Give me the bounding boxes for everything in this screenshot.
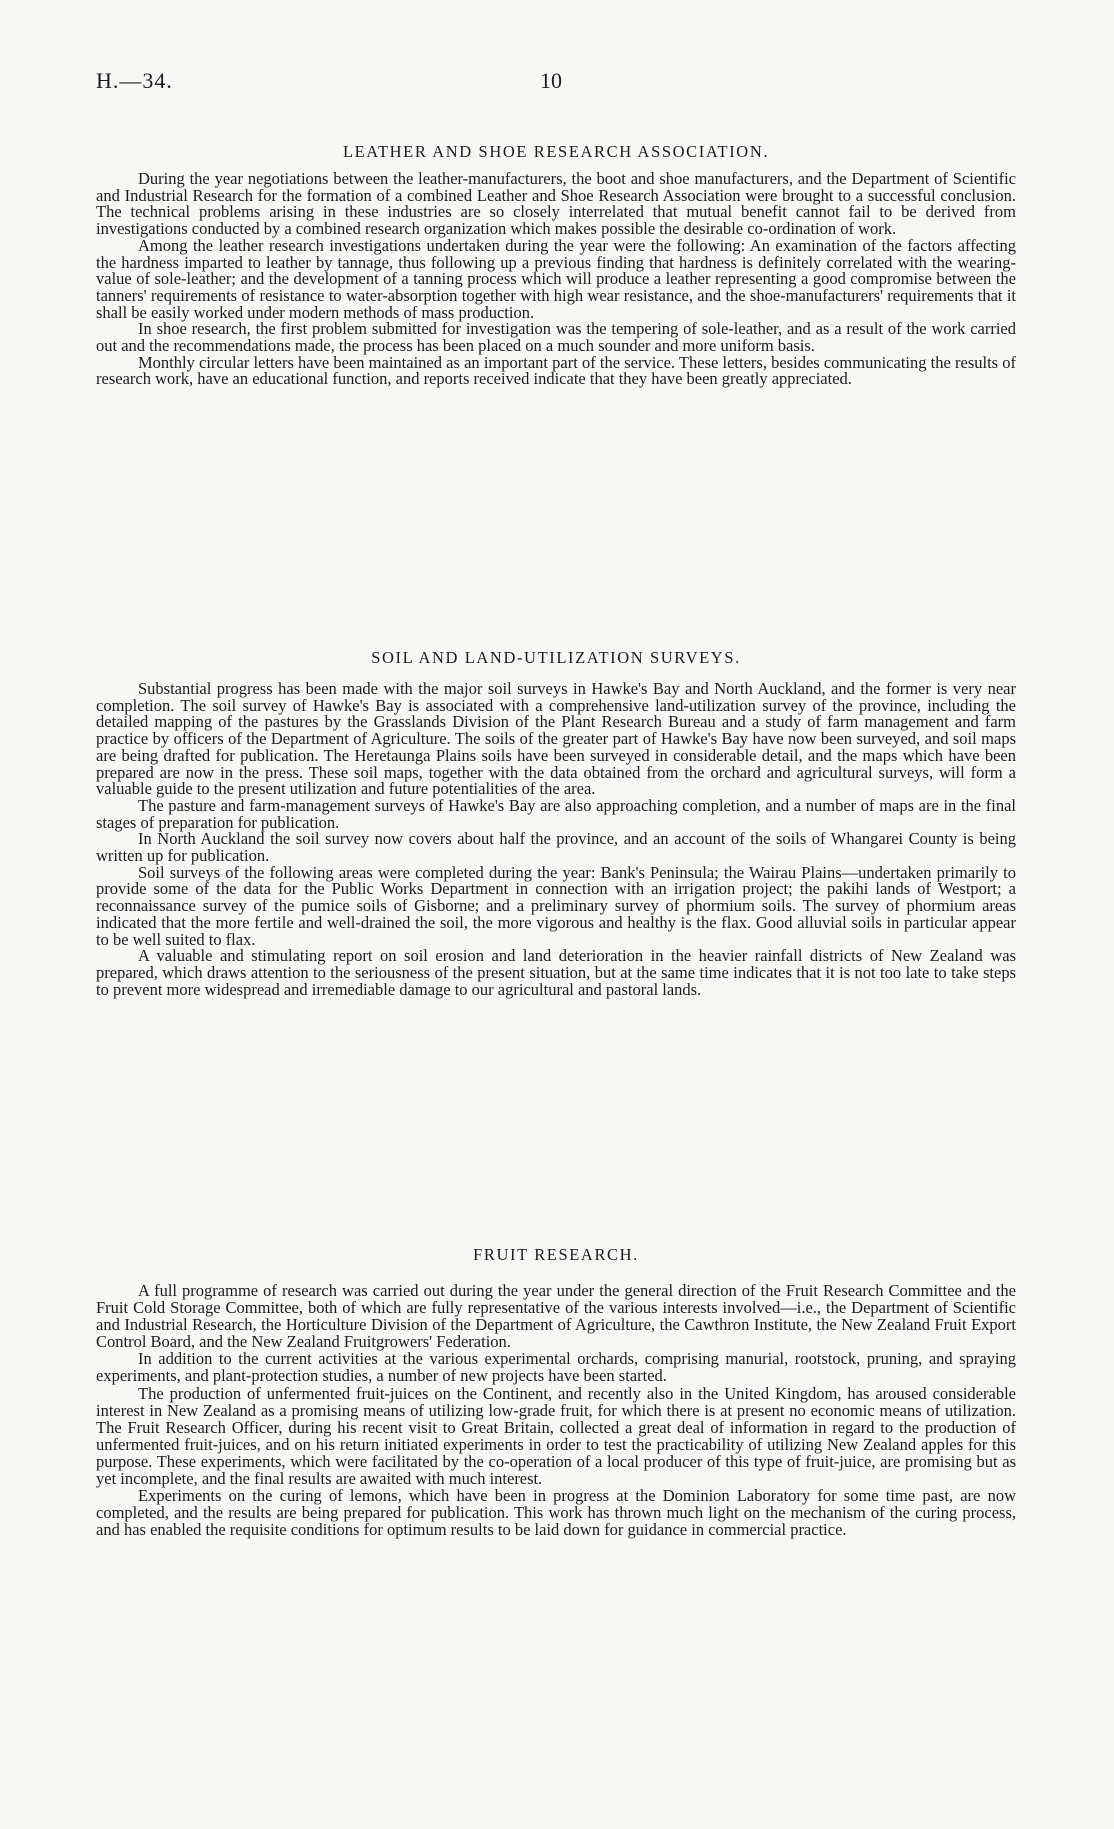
paragraph: The pasture and farm-management surveys of Hawke's Bay are also approaching completion, and a number of maps are in the final stages of preparation for publication. xyxy=(96,795,1016,832)
paragraph: During the year negotiations between the leather-manufacturers, the boot and shoe manufacturers, and the Department of Scientific and Industrial Research for the formation of a combined Leather and Shoe Research Association were brought to a successful conclusion. The technical problems arising in these industries are so closely interrelated that mutual benefit cannot fail to be derived from investigations conducted by a combined research organization which makes possible the desirable co-ordination of work. xyxy=(96,169,1016,239)
paragraph: In addition to the current activities at the various experimental orchards, comprising manurial, rootstock, pruning, and spraying experiments, and plant-protection studies, a number of new projects have been started. xyxy=(96,1349,1016,1386)
paragraph: Soil surveys of the following areas were completed during the year: Bank's Peninsula; the Wairau Plains—undertaken primarily to provide some of the data for the Public Works Department in connection with an irrigation project; the pakihi lands of Westport; a reconnaissance survey of the pumice soils of Gisborne; and a preliminary survey of phormium soils. The survey of phormium areas indicated that the more fertile and well-drained the soil, the more vigorous and healthy is the flax. Good alluvial soils in particular appear to be well suited to flax. xyxy=(96,862,1016,949)
paragraph: A full programme of research was carried out during the year under the general direction of the Fruit Research Committee and the Fruit Cold Storage Committee, both of which are fully representative of the various interests involved—i.e., the Department of Scientific and Industrial Research, the Horticulture Division of the Department of Agriculture, the Cawthron Institute, the New Zealand Fruit Export Control Board, and the New Zealand Fruitgrowers' Federation. xyxy=(96,1281,1016,1352)
document-reference: H.—34. xyxy=(96,68,173,93)
paragraph: A valuable and stimulating report on soil erosion and land deterioration in the heavier rainfall districts of New Zealand was prepared, which draws attention to the seriousness of the present situation, but at the same time indicates that it is not too late to take steps to prevent more widespread and irremediable damage to our agricultural and pastoral lands. xyxy=(96,946,1016,999)
paragraph: In North Auckland the soil survey now covers about half the province, and an account of the soils of Whangarei County is being written up for publication. xyxy=(96,829,1016,866)
paragraph: Monthly circular letters have been maintained as an important part of the service. These letters, besides communicating the results of research work, have an educational function, and reports received indicate that they have been greatly appreciated. xyxy=(96,352,1016,389)
paragraph: Experiments on the curing of lemons, which have been in progress at the Dominion Laboratory for some time past, are now completed, and the results are being prepared for publication. This work has thrown much light on the mechanism of the curing process, and has enabled the requisite conditions for optimum results to be laid down for guidance in commercial practice. xyxy=(96,1486,1016,1540)
section-leather-shoe xyxy=(96,142,1016,388)
section-heading: LEATHER AND SHOE RESEARCH ASSOCIATION. xyxy=(342,142,770,161)
paragraph: In shoe research, the first problem submitted for investigation was the tempering of sole-leather, and as a result of the work carried out and the recommendations made, the process has been placed on a much sounder and more uniform basis. xyxy=(96,319,1016,356)
section-fruit-research xyxy=(96,1245,1016,1538)
paragraph: Among the leather research investigations undertaken during the year were the following: An examination of the factors affecting the hardness imparted to leather by tannage, thus following up a previous finding that hardness is definitely correlated with the wearing-value of sole-leather; and the development of a tanning process which will produce a leather representing a good compromise between the tanners' requirements of resistance to water-absorption together with high wear resistance, and the shoe-manufacturers' requirements that it shall be easily worked under modern methods of mass production. xyxy=(96,235,1016,322)
page-number: 10 xyxy=(540,68,562,93)
section-soil-surveys xyxy=(96,648,1016,998)
section-heading: SOIL AND LAND-UTILIZATION SURVEYS. xyxy=(371,648,741,667)
section-heading: FRUIT RESEARCH. xyxy=(473,1245,639,1264)
paragraph: The production of unfermented fruit-juices on the Continent, and recently also in the United Kingdom, has aroused considerable interest in New Zealand as a promising means of utilizing low-grade fruit, for which there is at present no economic means of utilization. The Fruit Research Officer, during his recent visit to Great Britain, collected a great deal of information in regard to the production of unfermented fruit-juices, and on his return initiated experiments in order to test the practicability of utilizing New Zealand apples for this purpose. These experiments, which were facilitated by the co-operation of a local producer of this type of fruit-juice, are promising but as yet incomplete, and the final results are awaited with much interest. xyxy=(96,1383,1016,1489)
paragraph: Substantial progress has been made with the major soil surveys in Hawke's Bay and North Auckland, and the former is very near completion. The soil survey of Hawke's Bay is associated with a comprehensive land-utilization survey of the province, including the detailed mapping of the pastures by the Grasslands Division of the Plant Research Bureau and a study of farm management and farm practice by officers of the Department of Agriculture. The soils of the greater part of Hawke's Bay have now been surveyed, and soil maps are being drafted for publication. The Heretaunga Plains soils have been surveyed in considerable detail, and the maps which have been prepared are now in the press. These soil maps, together with the data obtained from the orchard and agricultural surveys, will form a valuable guide to the present utilization and future potentialities of the area. xyxy=(96,679,1016,799)
